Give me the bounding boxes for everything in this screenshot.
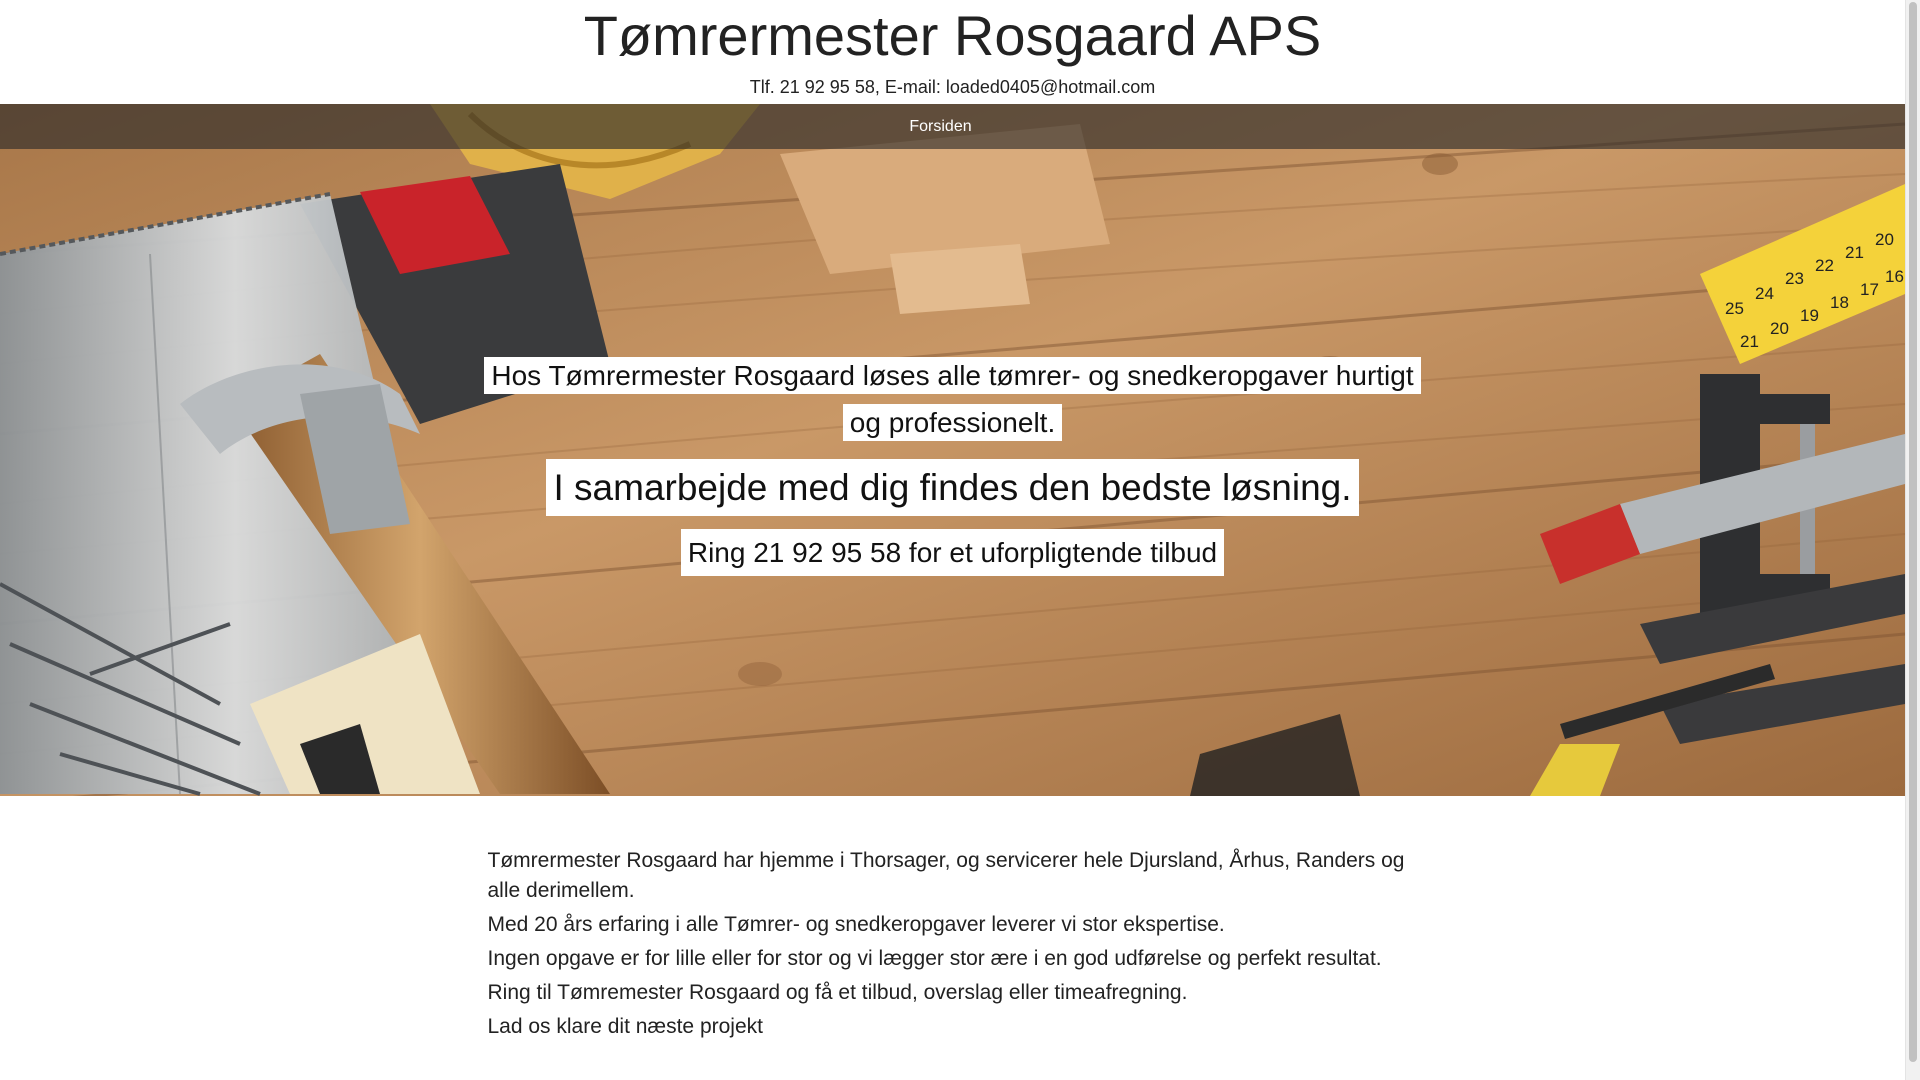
scrollbar-thumb[interactable] <box>1909 2 1917 1062</box>
ruler-mark-11: 17 <box>1860 280 1879 299</box>
ruler-mark-2: 24 <box>1755 284 1774 303</box>
site-header <box>0 0 1905 104</box>
ruler-mark-1: 25 <box>1725 299 1744 318</box>
ruler-mark-7: 21 <box>1740 332 1759 351</box>
vertical-scrollbar[interactable] <box>1905 0 1920 1080</box>
ruler-mark-10: 18 <box>1830 293 1849 312</box>
hero-tagline <box>478 352 1428 446</box>
hero-headline <box>0 460 1905 516</box>
content-paragraph: Lad os klare dit næste projekt <box>487 1015 763 1038</box>
content-paragraph: Tømrermester Rosgaard har hjemme i Thorsager, og servicerer hele Djursland, Århus, Randers og alle derimellem. <box>487 849 1405 902</box>
content-paragraph: Ingen opgave er for lille eller for stor og vi lægger stor ære i en god udførelse og perfekt resultat. <box>487 947 1382 970</box>
ruler-mark-5: 21 <box>1845 243 1864 262</box>
ruler-mark-12: 16 <box>1885 267 1904 286</box>
hero-call-text: Ring 21 92 95 58 for et uforpligtende tilbud <box>681 529 1224 576</box>
ruler-mark-8: 20 <box>1770 319 1789 338</box>
hero-tagline-text: Hos Tømrermester Rosgaard løses alle tømrer- og snedkeropgaver hurtigt og professionelt. <box>484 357 1420 441</box>
hero-banner <box>0 104 1905 796</box>
ruler-mark-3: 23 <box>1785 269 1804 288</box>
hero-headline-text: I samarbejde med dig findes den bedste løsning. <box>546 459 1358 516</box>
content-paragraph: Ring til Tømremester Rosgaard og få et tilbud, overslag eller timeafregning. <box>487 981 1188 1004</box>
main-content <box>488 796 1418 1042</box>
main-nav <box>0 104 1905 149</box>
hero-call-to-action <box>0 530 1905 576</box>
ruler-mark-4: 22 <box>1815 256 1834 275</box>
nav-item-forsiden[interactable]: Forsiden <box>909 118 972 135</box>
site-title: Tømrermester Rosgaard APS <box>583 4 1322 67</box>
hero-text <box>0 352 1905 576</box>
content-paragraph: Med 20 års erfaring i alle Tømrer- og snedkeropgaver leverer vi stor ekspertise. <box>487 913 1225 936</box>
ruler-mark-9: 19 <box>1800 306 1819 325</box>
ruler-mark-6: 20 <box>1875 230 1894 249</box>
contact-info: Tlf. 21 92 95 58, E-mail: loaded0405@hotmail.com <box>749 77 1156 97</box>
